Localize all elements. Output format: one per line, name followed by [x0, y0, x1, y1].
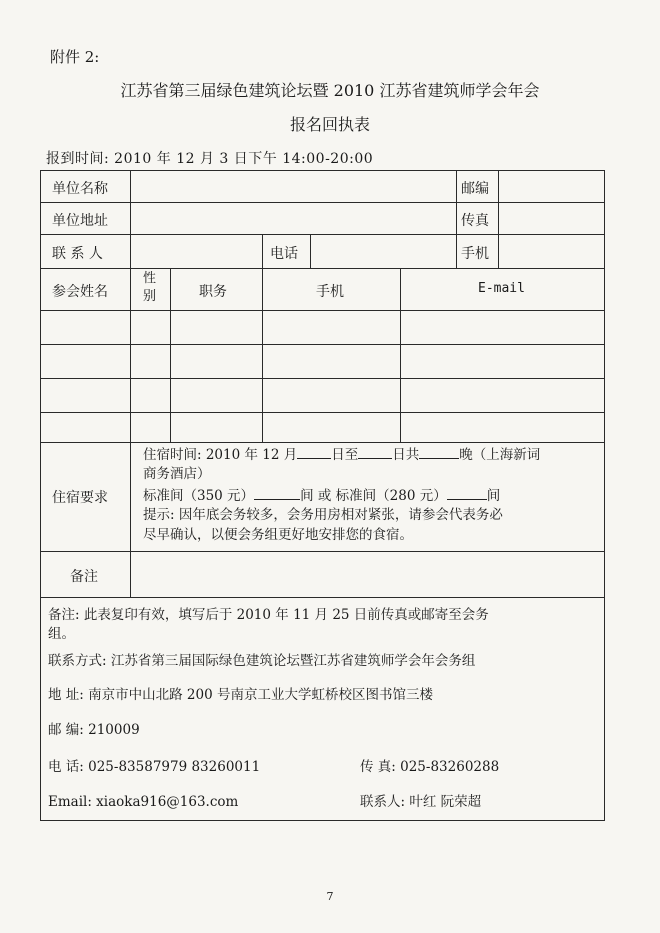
accommodation-room-type: 标准间（350 元） 间 或 标准间（280 元） 间 [143, 485, 500, 506]
note-line-1: 备注: 此表复印有效，填写后于 2010 年 11 月 25 日前传真或邮寄至会务 [48, 607, 489, 623]
contacts-info: 联系人: 叶红 阮荣超 [360, 794, 482, 810]
postcode-label: 邮编 [461, 181, 489, 197]
document-title: 江苏省第三届绿色建筑论坛暨 2010 江苏省建筑师学会年会 [120, 81, 540, 100]
accommodation-label: 住宿要求 [52, 490, 108, 506]
tel-info: 电 话: 025-83587979 83260011 [48, 759, 261, 775]
unit-address-label: 单位地址 [52, 213, 108, 229]
contact-person-label: 联 系 人 [52, 246, 103, 262]
unit-name-label: 单位名称 [52, 181, 108, 197]
accommodation-hotel: 商务酒店） [143, 466, 211, 482]
email-info: Email: xiaoka916@163.com [48, 794, 239, 810]
attachment-label: 附件 2: [50, 48, 100, 66]
zip-info: 邮 编: 210009 [48, 722, 140, 738]
fax-info: 传 真: 025-83260288 [360, 759, 500, 775]
remarks-label: 备注 [70, 569, 98, 585]
email-header: E-mail [478, 281, 525, 296]
contact-info: 联系方式: 江苏省第三届国际绿色建筑论坛暨江苏省建筑师学会年会务组 [48, 653, 476, 669]
page-number: 7 [326, 890, 334, 903]
report-time: 报到时间: 2010 年 12 月 3 日下午 14:00-20:00 [46, 151, 374, 167]
document-subtitle: 报名回执表 [289, 115, 370, 134]
note-line-2: 组。 [48, 626, 75, 642]
mobile-header: 手机 [316, 284, 344, 300]
gender-header: 性别 [143, 271, 157, 304]
attendee-name-header: 参会姓名 [52, 284, 108, 300]
accommodation-tip-2: 尽早确认，以便会务组更好地安排您的食宿。 [143, 527, 413, 543]
fax-label: 传真 [461, 213, 489, 229]
accommodation-time: 住宿时间: 2010 年 12 月 日至 日共 晚（上海新词 [143, 444, 540, 465]
address-info: 地 址: 南京市中山北路 200 号南京工业大学虹桥校区图书馆三楼 [48, 687, 433, 703]
phone-label: 电话 [270, 246, 298, 262]
position-header: 职务 [199, 284, 227, 300]
mobile-label: 手机 [461, 246, 489, 262]
accommodation-tip-1: 提示: 因年底会务较多，会务用房相对紧张，请参会代表务必 [143, 507, 503, 523]
